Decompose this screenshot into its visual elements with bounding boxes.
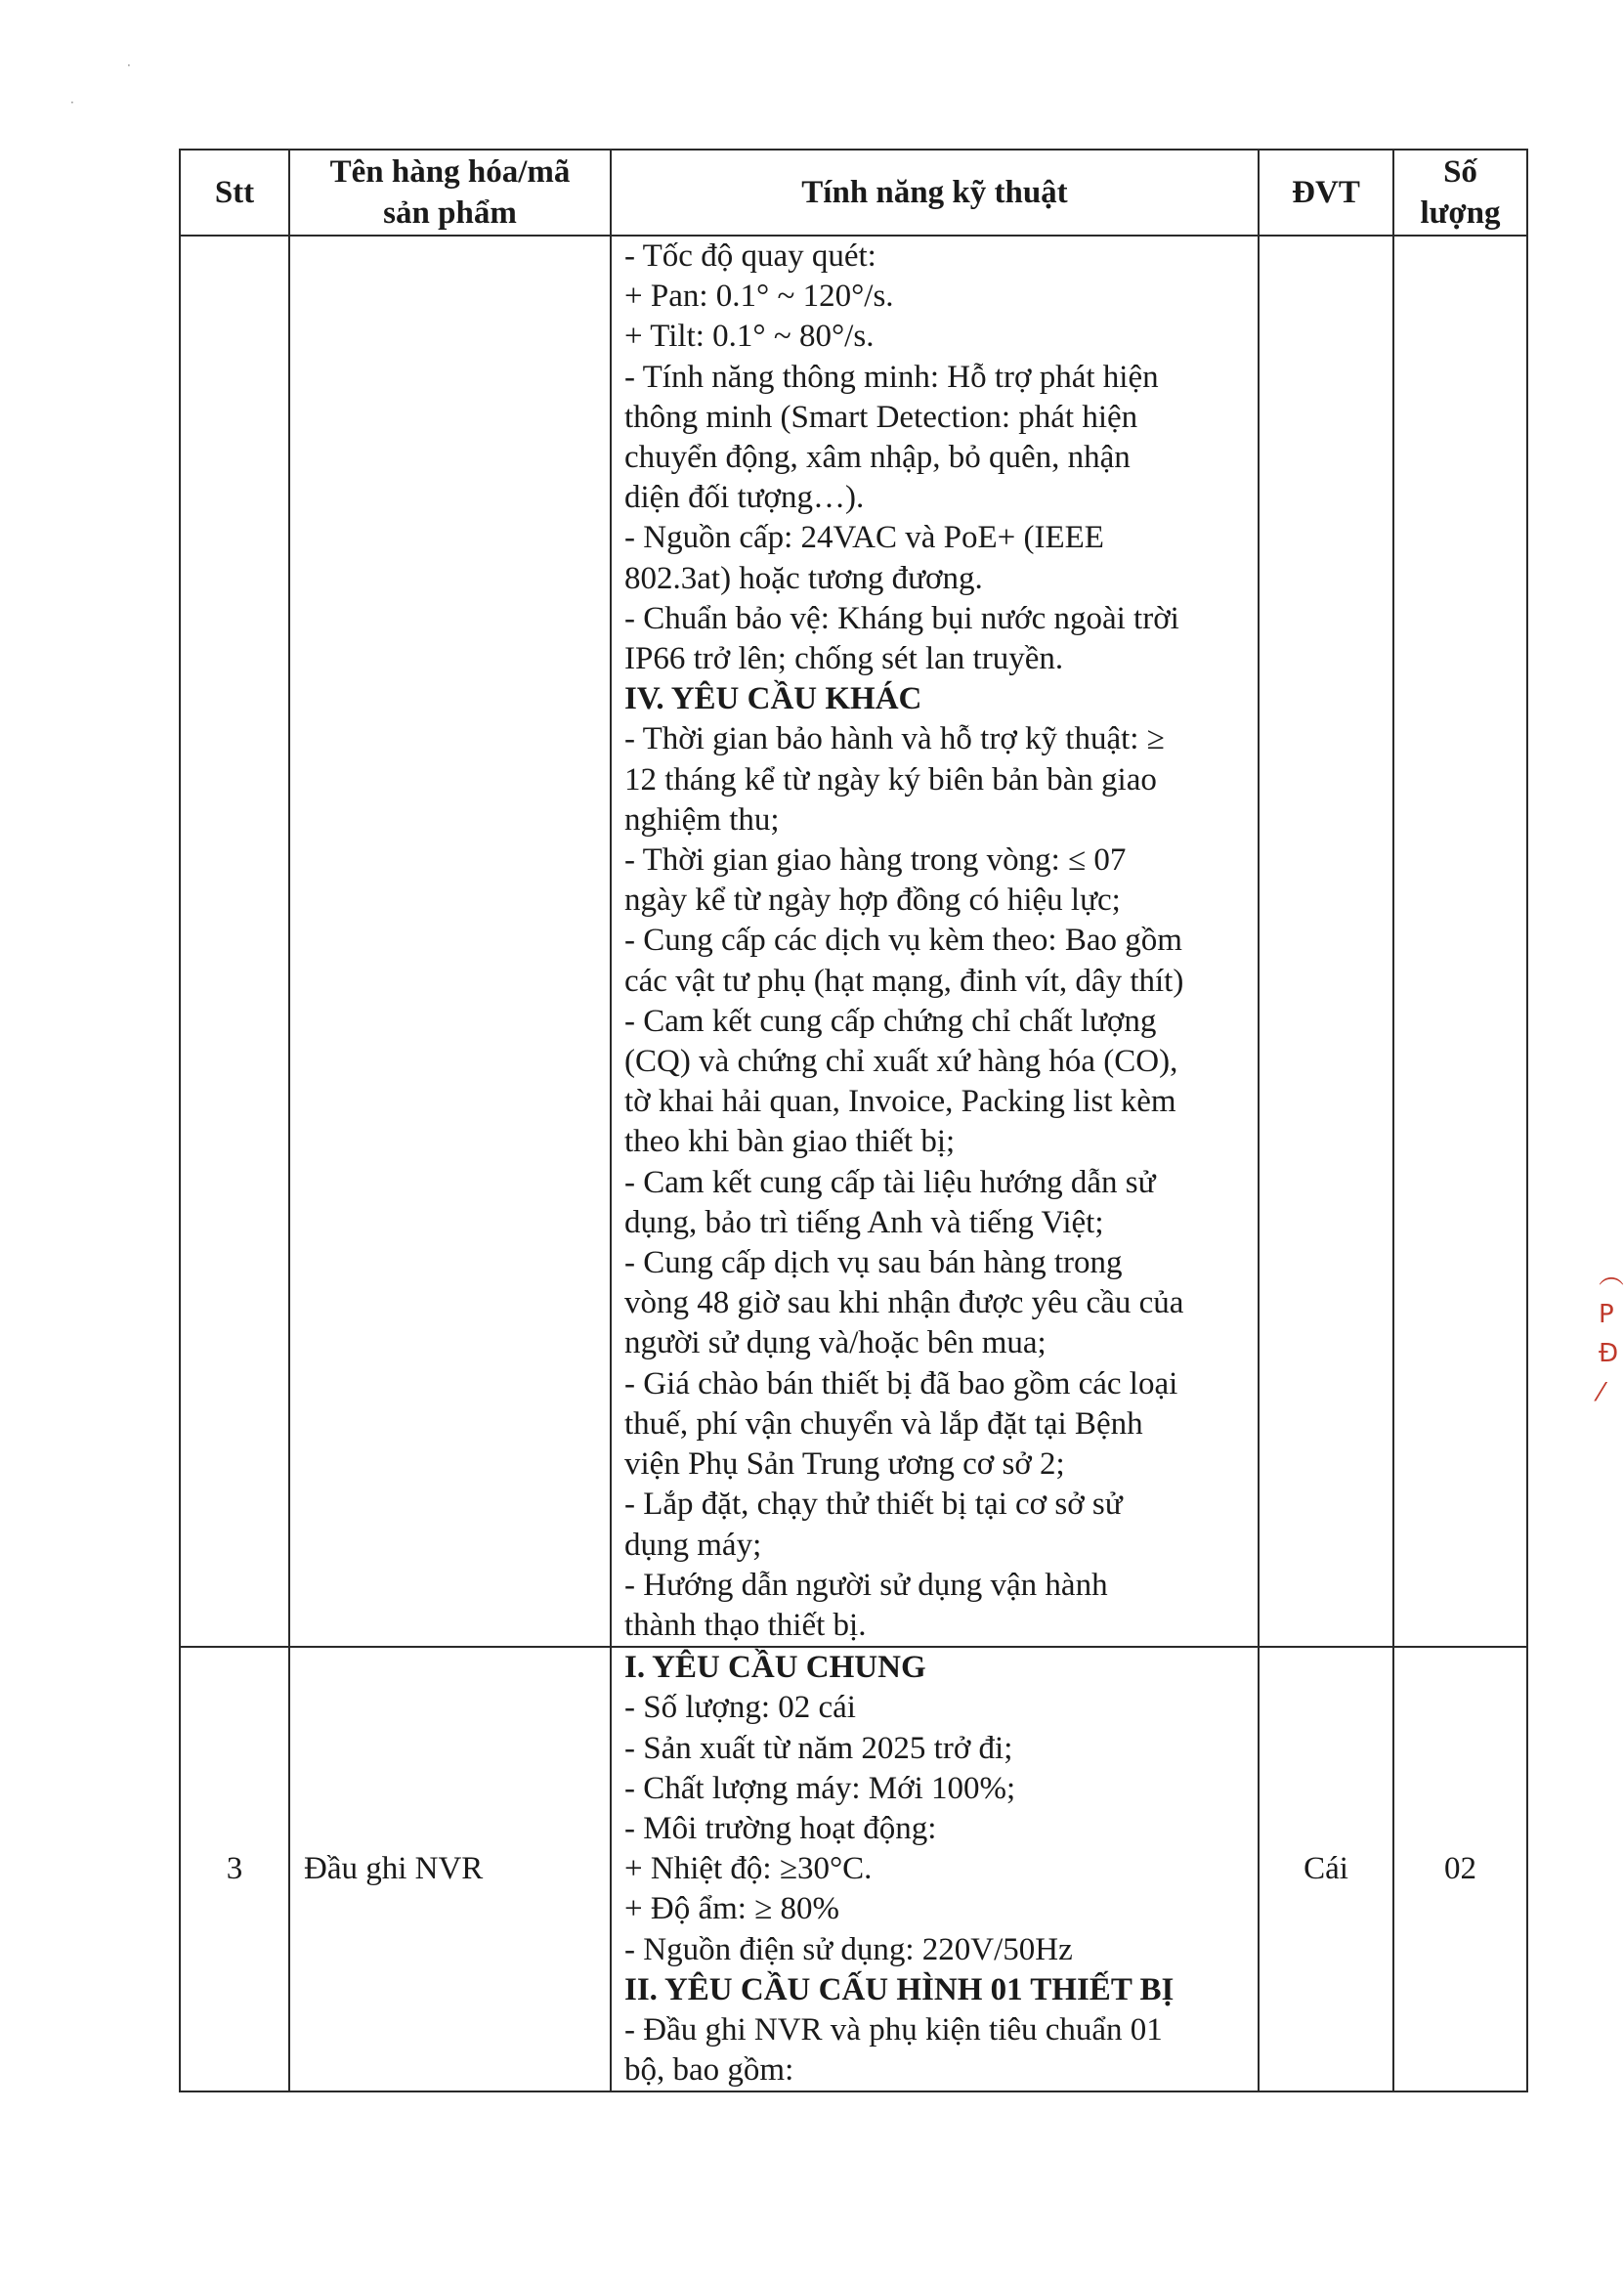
spec-line: - Sản xuất từ năm 2025 trở đi;	[624, 1730, 1013, 1766]
spec-line: 802.3at) hoặc tương đương.	[624, 560, 983, 596]
row-unit	[1259, 236, 1393, 1647]
spec-section-heading: I. YÊU CẦU CHUNG	[624, 1650, 926, 1686]
table-header	[180, 150, 1527, 236]
spec-line: - Lắp đặt, chạy thử thiết bị tại cơ sở sử	[624, 1487, 1123, 1523]
scan-speck: ·	[127, 59, 131, 72]
spec-line: bộ, bao gồm:	[624, 2052, 794, 2089]
spec-line: - Số lượng: 02 cái	[624, 1690, 856, 1726]
spec-line: thuế, phí vận chuyển và lắp đặt tại Bệnh	[624, 1405, 1143, 1442]
spec-line: 12 tháng kể từ ngày ký biên bản bàn giao	[624, 761, 1157, 798]
header-unit: ĐVT	[1259, 150, 1393, 236]
spec-line: + Độ ẩm: ≥ 80%	[624, 1891, 840, 1927]
header-stt: Stt	[180, 150, 289, 236]
spec-table	[179, 149, 1528, 2092]
spec-line: thành thạo thiết bị.	[624, 1607, 867, 1643]
spec-line: dụng máy;	[624, 1527, 762, 1563]
spec-line: + Nhiệt độ: ≥30°C.	[624, 1851, 873, 1887]
row-quantity: 02	[1393, 1647, 1527, 2091]
header-spec: Tính năng kỹ thuật	[611, 150, 1259, 236]
spec-line: - Thời gian bảo hành và hỗ trợ kỹ thuật: ≥	[624, 721, 1165, 757]
spec-line: - Chuẩn bảo vệ: Kháng bụi nước ngoài trời	[624, 600, 1179, 636]
spec-line: chuyển động, xâm nhập, bỏ quên, nhận	[624, 440, 1131, 476]
header-row	[180, 150, 1527, 236]
header-quantity-line2: lượng	[1420, 195, 1501, 231]
header-product-name	[289, 150, 611, 236]
table-row	[180, 1647, 1527, 2091]
spec-line: + Tilt: 0.1° ~ 80°/s.	[624, 319, 875, 355]
header-quantity-line1: Số	[1443, 154, 1477, 190]
spec-line: (CQ) và chứng chỉ xuất xứ hàng hóa (CO),	[624, 1044, 1178, 1080]
spec-line: dụng, bảo trì tiếng Anh và tiếng Việt;	[624, 1204, 1104, 1240]
row-product-name	[289, 236, 611, 1647]
spec-line: - Cam kết cung cấp tài liệu hướng dẫn sử	[624, 1164, 1156, 1200]
spec-line: - Môi trường hoạt động:	[624, 1810, 937, 1846]
row-spec	[611, 1647, 1259, 2091]
spec-line: + Pan: 0.1° ~ 120°/s.	[624, 279, 894, 315]
spec-line: ngày kể từ ngày hợp đồng có hiệu lực;	[624, 883, 1121, 919]
spec-line: - Nguồn cấp: 24VAC và PoE+ (IEEE	[624, 520, 1104, 556]
spec-line: - Nguồn điện sử dụng: 220V/50Hz	[624, 1931, 1073, 1967]
spec-line: nghiệm thu;	[624, 801, 780, 838]
spec-line: vòng 48 giờ sau khi nhận được yêu cầu của	[624, 1285, 1184, 1321]
spec-line: - Chất lượng máy: Mới 100%;	[624, 1770, 1016, 1806]
spec-line: viện Phụ Sản Trung ương cơ sở 2;	[624, 1446, 1065, 1483]
spec-line: IP66 trở lên; chống sét lan truyền.	[624, 641, 1064, 677]
spec-line: các vật tư phụ (hạt mạng, đinh vít, dây thít)	[624, 963, 1184, 999]
spec-line: - Hướng dẫn người sử dụng vận hành	[624, 1567, 1108, 1603]
row-unit: Cái	[1259, 1647, 1393, 2091]
spec-line: diện đối tượng…).	[624, 480, 865, 516]
spec-line: - Tốc độ quay quét:	[624, 238, 876, 274]
spec-line: theo khi bàn giao thiết bị;	[624, 1124, 956, 1160]
spec-line: - Đầu ghi NVR và phụ kiện tiêu chuẩn 01	[624, 2011, 1163, 2048]
header-quantity	[1393, 150, 1527, 236]
spec-line: - Giá chào bán thiết bị đã bao gồm các loại	[624, 1365, 1178, 1401]
spec-line: người sử dụng và/hoặc bên mua;	[624, 1325, 1047, 1361]
spec-line: thông minh (Smart Detection: phát hiện	[624, 399, 1138, 435]
spec-line: - Tính năng thông minh: Hỗ trợ phát hiện	[624, 359, 1159, 395]
scan-speck: ·	[70, 96, 74, 109]
row-product-name: Đầu ghi NVR	[289, 1647, 611, 2091]
spec-line: - Cam kết cung cấp chứng chỉ chất lượng	[624, 1003, 1157, 1039]
row-stt: 3	[180, 1647, 289, 2091]
spec-line: - Cung cấp các dịch vụ kèm theo: Bao gồm	[624, 923, 1182, 959]
spec-line: - Cung cấp dịch vụ sau bán hàng trong	[624, 1245, 1123, 1281]
spec-section-heading: IV. YÊU CẦU KHÁC	[624, 681, 922, 717]
row-spec	[611, 236, 1259, 1647]
header-product-name-line2: sản phẩm	[383, 195, 517, 231]
table-row	[180, 236, 1527, 1647]
spec-line: - Thời gian giao hàng trong vòng: ≤ 07	[624, 842, 1127, 879]
row-quantity	[1393, 236, 1527, 1647]
header-product-name-line1: Tên hàng hóa/mã	[329, 154, 571, 190]
row-stt	[180, 236, 289, 1647]
spec-section-heading: II. YÊU CẦU CẤU HÌNH 01 THIẾT BỊ	[624, 1971, 1175, 2007]
stamp-edge-mark: ︵ P Ð ⁄	[1599, 1261, 1624, 1407]
table-body	[180, 236, 1527, 2091]
spec-line: tờ khai hải quan, Invoice, Packing list kèm	[624, 1084, 1176, 1120]
